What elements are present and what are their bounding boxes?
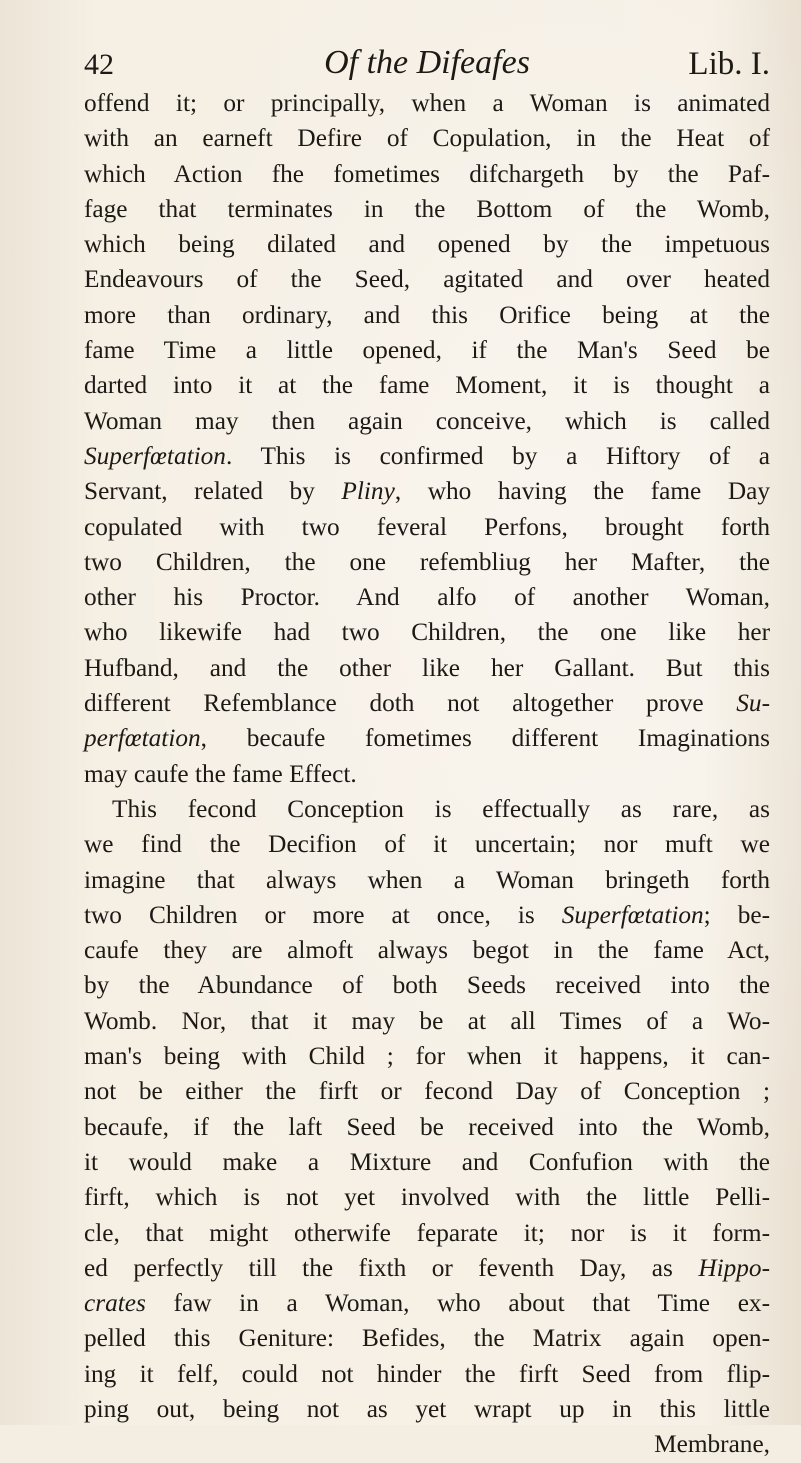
text-line: caufe they are almoft always begot in the fame Act,: [84, 936, 770, 965]
text-line: may caufe the fame Effect.: [84, 759, 357, 788]
text-line: who likewife had two Children, the one like her: [84, 618, 770, 647]
text-line: Womb. Nor, that it may be at all Times of a Wo-: [84, 1006, 770, 1035]
text-line: copulated with two feveral Perfons, brought forth: [84, 512, 770, 541]
book-number: Lib. I.: [688, 46, 770, 82]
text-line: more than ordinary, and this Orifice being at the: [84, 300, 770, 329]
italic-term: crates: [84, 1289, 146, 1318]
italic-term: Su-: [736, 689, 770, 718]
text-line: perfœtation, becaufe fometimes different Imaginations: [84, 724, 770, 753]
text-line: ping out, being not as yet wrapt up in this little: [84, 1394, 770, 1423]
text-line: becaufe, if the laft Seed be received into the Womb,: [84, 1112, 770, 1141]
text-line: two Children, the one refembliug her Mafter, the: [84, 547, 770, 576]
text-line: cle, that might otherwife feparate it; nor is it form-: [84, 1218, 770, 1247]
text-line: fame Time a little opened, if the Man's Seed be: [84, 336, 770, 365]
text-line: ed perfectly till the fixth or feventh Day, as Hippo-: [84, 1253, 770, 1282]
italic-term: Superfœtation: [561, 900, 704, 929]
text-line: darted into it at the fame Moment, it is thought a: [84, 371, 770, 400]
text-line: by the Abundance of both Seeds received into the: [84, 971, 770, 1000]
page-number: 42: [84, 48, 114, 81]
text-line: which Action fhe fometimes difchargeth by the Paf-: [84, 159, 770, 188]
text-line: two Children or more at once, is Superfœtation; be-: [84, 900, 770, 929]
text-line: it would make a Mixture and Confufion with the: [84, 1147, 770, 1176]
text-line: man's being with Child ; for when it happens, it can-: [84, 1042, 770, 1071]
text-line: not be either the firft or fecond Day of Conception ;: [84, 1077, 770, 1106]
text-line: offend it; or principally, when a Woman is animated: [84, 89, 770, 117]
text-line: Endeavours of the Seed, agitated and over heated: [84, 265, 770, 294]
text-line: fage that terminates in the Bottom of the Womb,: [84, 194, 770, 223]
italic-term: Pliny: [341, 477, 395, 506]
text-line: Membrane,: [654, 1430, 770, 1459]
text-line: which being dilated and opened by the impetuous: [84, 230, 770, 259]
body-text: [84, 86, 770, 1463]
text-line: imagine that always when a Woman bringeth forth: [84, 865, 770, 894]
text-line: Woman may then again conceive, which is called: [84, 406, 770, 435]
text-line: pelled this Geniture: Befides, the Matrix again open-: [84, 1324, 770, 1353]
text-line: ing it felf, could not hinder the firft Seed from flip-: [84, 1359, 770, 1388]
running-title: Of the Difeafes: [324, 44, 530, 81]
italic-term: Hippo-: [698, 1253, 770, 1282]
page-header: [84, 44, 770, 90]
text-line: different Refemblance doth not altogether prove Su-: [84, 689, 770, 718]
text-line: Superfœtation. This is confirmed by a Hiftory of a: [84, 441, 770, 470]
italic-term: Superfœtation: [84, 441, 226, 470]
text-line: Hufband, and the other like her Gallant. But this: [84, 653, 770, 682]
text-line: with an earneft Defire of Copulation, in the Heat of: [84, 124, 770, 153]
text-line: This fecond Conception is effectually as rare, as: [112, 794, 770, 823]
text-line: other his Proctor. And alfo of another Woman,: [84, 583, 770, 612]
text-line: firft, which is not yet involved with the little Pelli-: [84, 1183, 770, 1212]
text-line: crates faw in a Woman, who about that Time ex-: [84, 1289, 770, 1318]
text-line: Servant, related by Pliny, who having the fame Day: [84, 477, 771, 506]
italic-term: perfœtation: [84, 724, 201, 753]
text-line: we find the Decifion of it uncertain; nor muft we: [84, 830, 770, 859]
